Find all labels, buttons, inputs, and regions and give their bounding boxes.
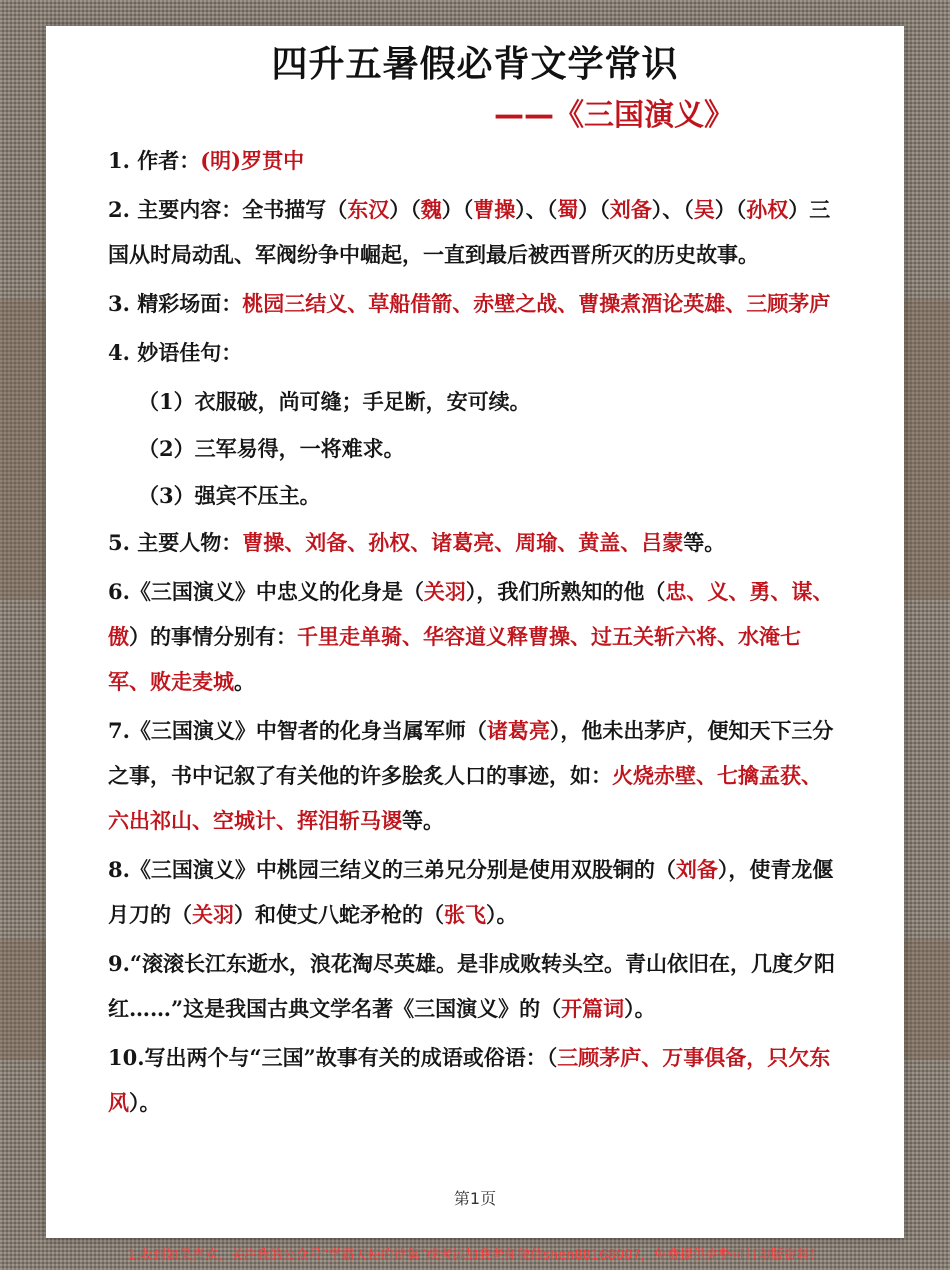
quote-3: （3）强宾不压主。 (138, 483, 321, 508)
answer-text: 千里走单骑、华容道义释曹操、过五关斩六将、水淹七军、败走麦城 (108, 624, 801, 694)
item-text: 2. 主要内容：全书描写（ (108, 197, 348, 222)
answer-text: 开篇词 (561, 996, 625, 1021)
answer-text: 孙权 (746, 197, 789, 222)
answer-text: 曹操 (473, 197, 516, 222)
item-text: ）。 (129, 1090, 161, 1115)
item-text: ）和使丈八蛇矛枪的（ (234, 902, 444, 927)
item-text: ）。 (486, 902, 518, 927)
item-6 (108, 569, 838, 704)
item-text: ）（ (441, 197, 474, 222)
answer-text: 刘备 (675, 857, 718, 882)
item-text: 9.“滚滚长江东逝水，浪花淘尽英雄。是非成败转头空。青山依旧在，几度夕阳红……”这是我国古典文学名著《三国演义》的（ (108, 951, 835, 1021)
answer-text: 火烧赤壁、七擒孟获、六出祁山、空城计、挥泪斩马谡 (108, 763, 822, 833)
item-text: ）的事情分别有： (129, 624, 297, 649)
answer-text: 吴 (693, 197, 715, 222)
answer-text: 桃园三结义、草船借箭、赤壁之战、曹操煮酒论英雄、三顾茅庐 (242, 291, 831, 316)
answer-text: 关羽 (423, 579, 466, 604)
item-text: 3. 精彩场面： (108, 291, 243, 316)
item-7 (108, 708, 838, 843)
item-text: 4. 妙语佳句： (108, 340, 243, 365)
item-9 (108, 941, 838, 1031)
item-text: 。 (234, 669, 255, 694)
item-text: ）、（ (515, 197, 558, 222)
answer-text: 魏 (420, 197, 442, 222)
item-text: 10.写出两个与“三国”故事有关的成语或俗语：（ (108, 1045, 558, 1070)
answer-text: 刘备 (609, 197, 652, 222)
answer-text: (明)罗贯中 (200, 148, 305, 173)
item-3 (108, 281, 838, 326)
item-text: ）、（ (651, 197, 694, 222)
item-text: 7.《三国演义》中智者的化身当属军师（ (108, 718, 487, 743)
answer-text: 忠、义、勇、谋、傲 (108, 579, 834, 649)
page-subtitle: ——《三国演义》 (494, 98, 734, 133)
item-text: ），我们所熟知的他（ (465, 579, 666, 604)
item-text: ），他未出茅庐，便知天下三分之事，书中记叙了有关他的许多脍炙人口的事迹，如： (108, 718, 834, 788)
page-title: 四升五暑假必背文学常识 (271, 44, 679, 85)
item-2 (108, 187, 838, 277)
quote-1: （1）衣服破，尚可缝；手足断，安可续。 (138, 389, 531, 414)
item-text: ）。 (624, 996, 656, 1021)
page-number: 第1页 (453, 1189, 497, 1208)
answer-text: 曹操、刘备、孙权、诸葛亮、周瑜、黄盖、吕蒙 (242, 530, 684, 555)
item-text: 等。 (683, 530, 726, 555)
content-body (108, 138, 838, 1129)
item-5 (108, 520, 838, 565)
item-4 (108, 330, 838, 375)
answer-text: 东汉 (347, 197, 390, 222)
item-text: 6.《三国演义》中忠义的化身是（ (108, 579, 424, 604)
item-text: 等。 (402, 808, 444, 833)
answer-text: 张飞 (444, 902, 486, 927)
item-8 (108, 847, 838, 937)
watermark-text: 1.收到如果喜欢，关注我的公众号“学霸天使的诗集”或者添加我老师微信shen88168007，免费提供完整可打印版资料！ (127, 1248, 823, 1263)
item-1 (108, 138, 838, 183)
item-text: ）（ (578, 197, 610, 222)
quote-2: （2）三军易得，一将难求。 (138, 436, 405, 461)
answer-text: 三顾茅庐、万事俱备，只欠东风 (108, 1045, 831, 1115)
item-text: ）三国从时局动乱、军阀纷争中崛起，一直到最后被西晋所灭的历史故事。 (108, 197, 831, 267)
answer-text: 关羽 (192, 902, 234, 927)
item-text: 5. 主要人物： (108, 530, 243, 555)
item-text: ），使青龙偃月刀的（ (108, 857, 834, 927)
document-page (46, 26, 904, 1238)
item-text: 1. 作者： (108, 148, 201, 173)
answer-text: 蜀 (557, 197, 579, 222)
item-text: ）（ (389, 197, 421, 222)
item-10 (108, 1035, 838, 1125)
item-text: ）（ (714, 197, 747, 222)
answer-text: 诸葛亮 (486, 718, 550, 743)
item-text: 8.《三国演义》中桃园三结义的三弟兄分别是使用双股铜的（ (108, 857, 676, 882)
